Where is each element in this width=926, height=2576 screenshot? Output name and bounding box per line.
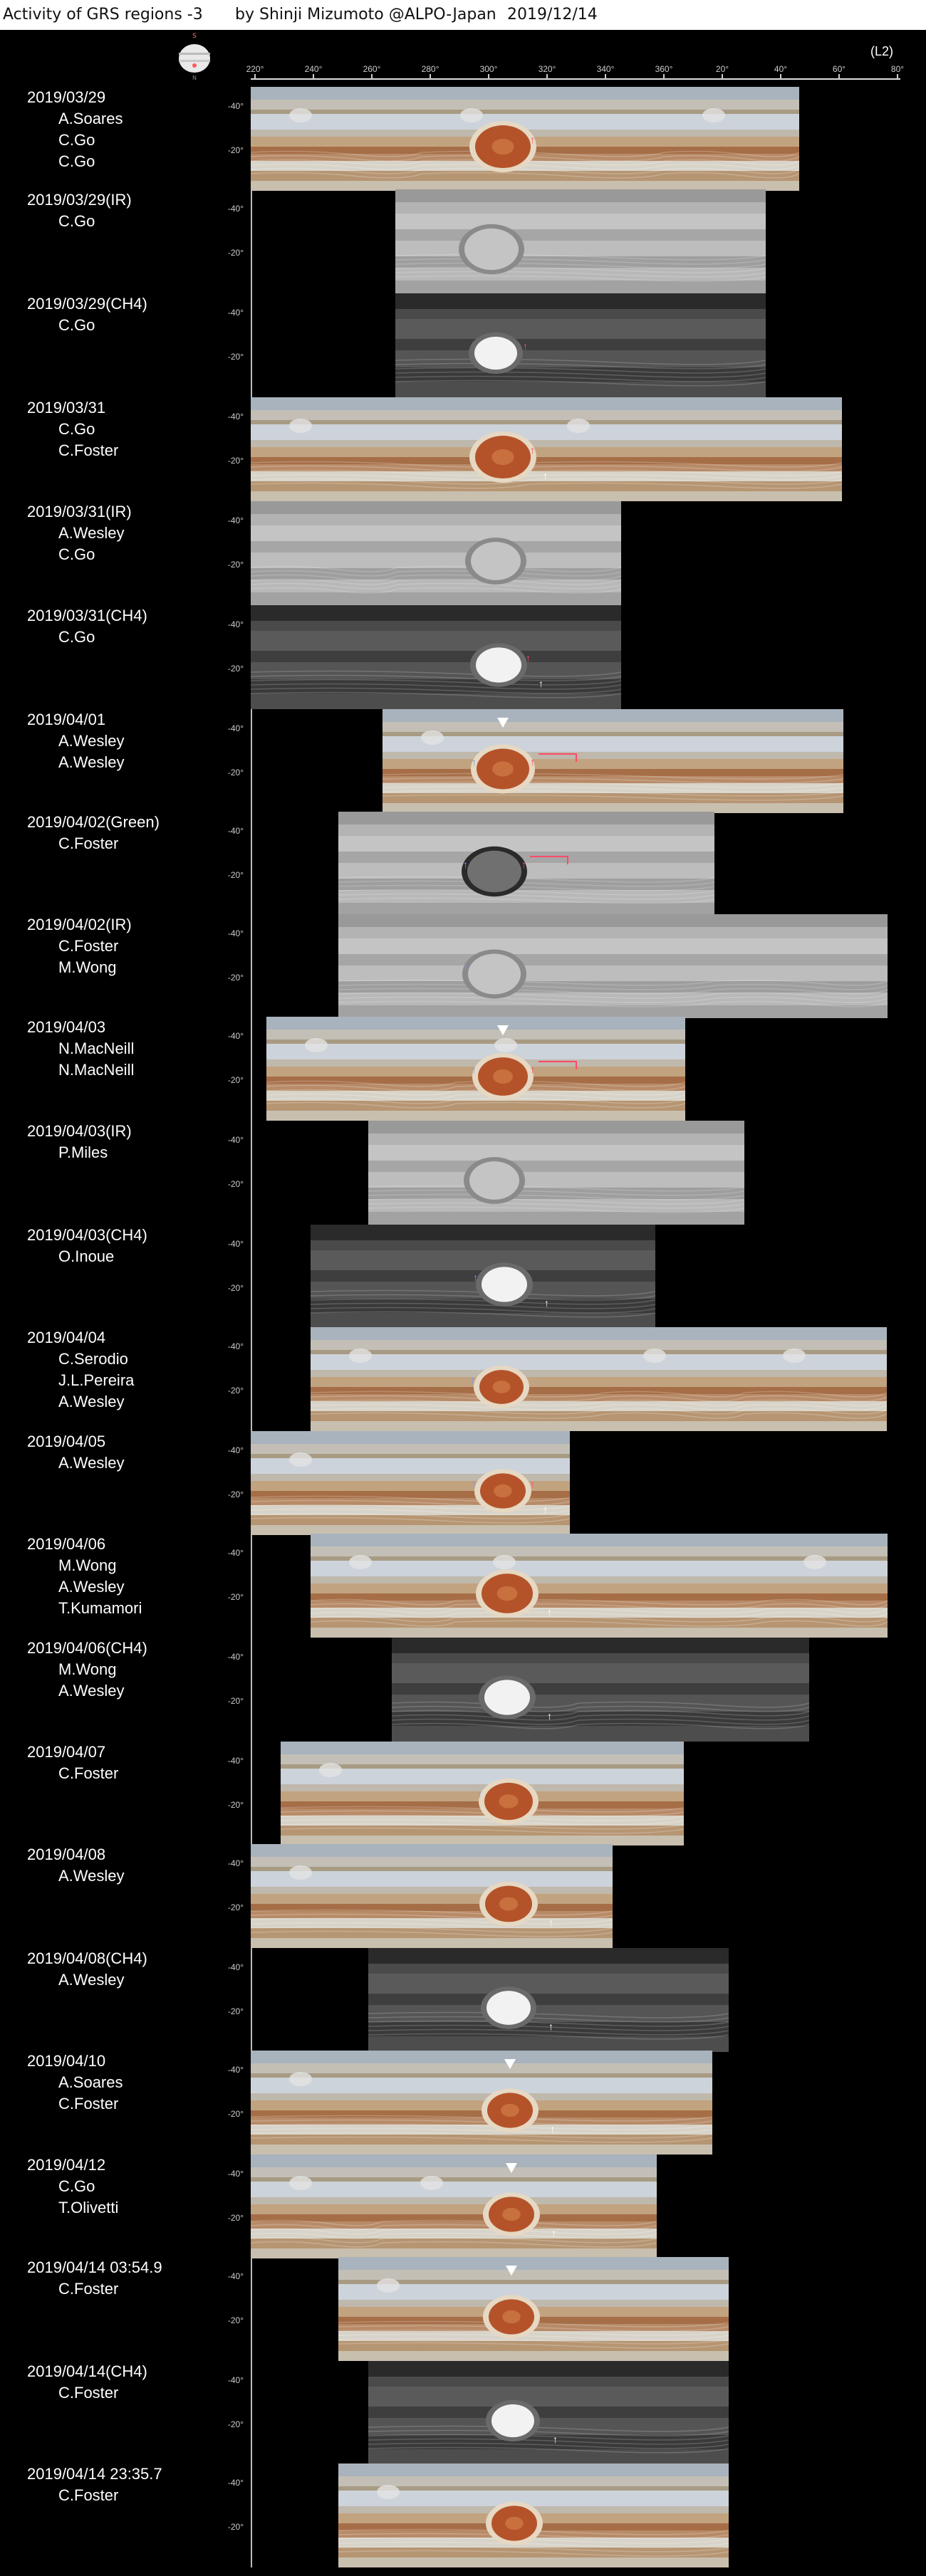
axis-line bbox=[251, 78, 900, 80]
observation-label bbox=[27, 1327, 134, 1413]
observer-name: M.Wong bbox=[58, 958, 117, 976]
jupiter-image-strip bbox=[338, 914, 714, 1018]
latitude-label: -40° bbox=[227, 2375, 244, 2385]
observation-row bbox=[0, 709, 926, 815]
longitude-tick-label: 60° bbox=[832, 64, 846, 74]
observation-date: 2019/03/29 bbox=[27, 88, 106, 106]
latitude-axis-line bbox=[251, 812, 252, 916]
observer-name: C.Foster bbox=[58, 1764, 119, 1782]
jupiter-image-strip bbox=[395, 189, 766, 293]
latitude-label: -20° bbox=[227, 870, 244, 880]
observation-label bbox=[27, 812, 160, 854]
observation-label bbox=[27, 1017, 134, 1081]
author-credit: by Shinji Mizumoto @ALPO-Japan bbox=[235, 6, 496, 23]
blue-arrow-marker-icon: ↑ bbox=[477, 1789, 482, 1800]
observer-name: T.Kumamori bbox=[58, 1599, 142, 1617]
observer-name: C.Foster bbox=[58, 937, 119, 955]
longitude-tick bbox=[663, 74, 665, 79]
position-marker-triangle bbox=[504, 2059, 516, 2069]
observation-date: 2019/04/10 bbox=[27, 2052, 106, 2070]
observation-label bbox=[27, 2051, 123, 2115]
observer-name: O.Inoue bbox=[58, 1247, 115, 1265]
observer-name: A.Wesley bbox=[58, 732, 125, 750]
observation-date: 2019/03/29(IR) bbox=[27, 191, 132, 209]
jupiter-image-strip bbox=[251, 2154, 382, 2258]
latitude-axis-line bbox=[251, 2257, 252, 2361]
jupiter-image-strip bbox=[422, 87, 664, 191]
jupiter-image-strip bbox=[578, 1638, 809, 1742]
observation-row bbox=[0, 501, 926, 607]
jupiter-image-strip bbox=[392, 1638, 578, 1742]
latitude-label: -40° bbox=[227, 1962, 244, 1972]
observation-date: 2019/04/03 bbox=[27, 1018, 106, 1036]
latitude-axis-line bbox=[251, 1225, 252, 1329]
observer-name: C.Foster bbox=[58, 834, 119, 852]
latitude-label: -40° bbox=[227, 1445, 244, 1455]
latitude-axis-line bbox=[251, 2464, 252, 2567]
jupiter-orientation-icon bbox=[170, 31, 219, 81]
observation-row bbox=[0, 397, 926, 503]
latitude-label: -20° bbox=[227, 1386, 244, 1396]
observer-name: C.Foster bbox=[58, 2095, 119, 2112]
observation-date: 2019/03/29(CH4) bbox=[27, 295, 147, 313]
observation-label bbox=[27, 397, 118, 461]
observation-date: 2019/04/07 bbox=[27, 1743, 106, 1761]
latitude-label: -40° bbox=[227, 101, 244, 111]
red-arrow-marker-icon: ↑ bbox=[523, 340, 528, 352]
observation-label bbox=[27, 1638, 147, 1702]
latitude-label: -40° bbox=[227, 2271, 244, 2281]
latitude-label: -20° bbox=[227, 1800, 244, 1810]
latitude-label: -20° bbox=[227, 2522, 244, 2532]
latitude-label: -40° bbox=[227, 723, 244, 733]
observation-date: 2019/04/02(Green) bbox=[27, 813, 160, 831]
observation-label bbox=[27, 2464, 162, 2506]
observation-label bbox=[27, 914, 132, 978]
observation-label bbox=[27, 501, 132, 565]
latitude-axis-line bbox=[251, 709, 252, 813]
observation-row bbox=[0, 605, 926, 711]
latitude-label: -40° bbox=[227, 1652, 244, 1662]
latitude-axis-line bbox=[251, 2361, 252, 2465]
observation-row bbox=[0, 1534, 926, 1639]
latitude-label: -20° bbox=[227, 560, 244, 570]
observation-label bbox=[27, 2257, 162, 2300]
observation-row bbox=[0, 914, 926, 1020]
latitude-label: -40° bbox=[227, 308, 244, 318]
red-arrow-marker-icon: ↑ bbox=[521, 859, 526, 870]
observation-row bbox=[0, 1742, 926, 1847]
observation-label bbox=[27, 2361, 147, 2404]
latitude-label: -20° bbox=[227, 2213, 244, 2223]
observer-name: T.Olivetti bbox=[58, 2199, 119, 2216]
observer-name: C.Foster bbox=[58, 2280, 119, 2298]
latitude-label: -20° bbox=[227, 1489, 244, 1499]
observer-name: C.Go bbox=[58, 131, 95, 149]
latitude-label: -20° bbox=[227, 2109, 244, 2119]
longitude-tick-label: 220° bbox=[246, 64, 264, 74]
white-arrow-marker-icon: ↑ bbox=[547, 1710, 552, 1722]
observation-date: 2019/04/14 03:54.9 bbox=[27, 2258, 162, 2276]
observation-label bbox=[27, 1844, 125, 1887]
longitude-tick-label: 260° bbox=[363, 64, 381, 74]
jupiter-image-strip bbox=[383, 709, 843, 813]
jupiter-image-strip bbox=[251, 397, 529, 501]
jupiter-image-strip bbox=[605, 1327, 744, 1431]
jupiter-image-strip bbox=[397, 501, 621, 605]
page-title: Activity of GRS regions -3 bbox=[3, 6, 203, 23]
jupiter-image-strip bbox=[338, 2464, 729, 2567]
longitude-tick bbox=[546, 74, 548, 79]
longitude-tick-label: 280° bbox=[421, 64, 439, 74]
latitude-label: -40° bbox=[227, 2478, 244, 2488]
observation-date: 2019/04/08 bbox=[27, 1845, 106, 1863]
longitude-tick bbox=[838, 74, 840, 79]
observation-date: 2019/04/08(CH4) bbox=[27, 1949, 147, 1967]
observer-name: A.Wesley bbox=[58, 1867, 125, 1885]
observation-date: 2019/04/14 23:35.7 bbox=[27, 2465, 162, 2483]
red-arrow-marker-icon: ↑ bbox=[530, 1064, 535, 1075]
longitude-tick bbox=[313, 74, 314, 79]
observer-name: C.Go bbox=[58, 2177, 95, 2195]
white-arrow-marker-icon: ↑ bbox=[539, 678, 543, 689]
observation-label bbox=[27, 1534, 142, 1619]
observation-label bbox=[27, 2154, 118, 2219]
observation-row bbox=[0, 189, 926, 295]
extent-bracket-marker bbox=[530, 856, 568, 864]
extent-bracket-marker bbox=[539, 1061, 577, 1069]
jupiter-image-strip bbox=[311, 1327, 605, 1431]
longitude-tick-label: 40° bbox=[774, 64, 788, 74]
jupiter-image-strip bbox=[338, 2257, 729, 2361]
white-arrow-marker-icon: ↑ bbox=[548, 2021, 553, 2032]
white-arrow-marker-icon: ↑ bbox=[550, 2123, 555, 2135]
observation-date: 2019/04/03(IR) bbox=[27, 1122, 132, 1140]
observation-label bbox=[27, 87, 123, 172]
observation-row bbox=[0, 2154, 926, 2260]
latitude-label: -40° bbox=[227, 619, 244, 629]
longitude-tick bbox=[605, 74, 606, 79]
jupiter-image-strip bbox=[368, 1121, 744, 1225]
latitude-label: -40° bbox=[227, 204, 244, 214]
jupiter-image-strip bbox=[251, 501, 397, 605]
latitude-label: -20° bbox=[227, 2419, 244, 2429]
observation-row bbox=[0, 1638, 926, 1743]
latitude-axis-line bbox=[251, 1017, 252, 1121]
observer-name: A.Soares bbox=[58, 110, 123, 127]
red-arrow-marker-icon: ↑ bbox=[530, 134, 535, 145]
observation-row bbox=[0, 1121, 926, 1226]
latitude-label: -40° bbox=[227, 515, 244, 525]
jupiter-image-strip bbox=[251, 1844, 613, 1948]
latitude-label: -20° bbox=[227, 1902, 244, 1912]
observation-row bbox=[0, 2361, 926, 2466]
observation-date: 2019/04/06 bbox=[27, 1535, 106, 1553]
latitude-label: -40° bbox=[227, 928, 244, 938]
latitude-label: -40° bbox=[227, 1341, 244, 1351]
observer-name: A.Wesley bbox=[58, 1578, 125, 1596]
red-arrow-marker-icon: ↑ bbox=[530, 756, 535, 768]
jupiter-image-strip bbox=[251, 605, 621, 709]
publication-date: 2019/12/14 bbox=[507, 6, 598, 23]
observer-name: A.Wesley bbox=[58, 1971, 125, 1989]
latitude-label: -40° bbox=[227, 1548, 244, 1558]
latitude-label: -20° bbox=[227, 248, 244, 258]
white-arrow-marker-icon: ↑ bbox=[553, 2434, 558, 2445]
jupiter-image-strip bbox=[311, 1534, 454, 1638]
longitude-tick-label: 360° bbox=[655, 64, 673, 74]
latitude-axis-line bbox=[251, 1327, 252, 1431]
observation-label bbox=[27, 189, 132, 232]
jupiter-image-strip bbox=[311, 1225, 655, 1329]
latitude-label: -40° bbox=[227, 412, 244, 422]
latitude-label: -40° bbox=[227, 1858, 244, 1868]
observation-date: 2019/04/02(IR) bbox=[27, 916, 132, 933]
jupiter-image-strip bbox=[765, 1534, 888, 1638]
observer-name: M.Wong bbox=[58, 1660, 117, 1678]
longitude-tick-label: 340° bbox=[596, 64, 615, 74]
latitude-axis-line bbox=[251, 189, 252, 293]
jupiter-image-strip bbox=[368, 1948, 729, 2052]
header bbox=[0, 0, 926, 30]
observation-label bbox=[27, 709, 125, 773]
observer-name: C.Go bbox=[58, 316, 95, 334]
latitude-label: -20° bbox=[227, 1283, 244, 1293]
observation-date: 2019/04/01 bbox=[27, 711, 106, 728]
observation-date: 2019/03/31 bbox=[27, 399, 106, 417]
observer-name: N.MacNeill bbox=[58, 1061, 135, 1079]
observer-name: M.Wong bbox=[58, 1556, 117, 1574]
blue-arrow-marker-icon: ↑ bbox=[472, 756, 477, 768]
observation-label bbox=[27, 293, 147, 336]
svg-text:S: S bbox=[192, 33, 197, 40]
latitude-label: -20° bbox=[227, 456, 244, 466]
observer-name: A.Wesley bbox=[58, 1454, 125, 1472]
observation-date: 2019/04/05 bbox=[27, 1433, 106, 1450]
observer-name: C.Go bbox=[58, 152, 95, 170]
jupiter-image-strip bbox=[714, 914, 888, 1018]
longitude-tick-label: 300° bbox=[479, 64, 498, 74]
jupiter-image-strip bbox=[338, 812, 714, 916]
observer-name: C.Foster bbox=[58, 441, 119, 459]
blue-arrow-marker-icon: ↑ bbox=[472, 1064, 477, 1075]
jupiter-image-strip bbox=[529, 397, 842, 501]
observation-row bbox=[0, 1017, 926, 1122]
latitude-label: -40° bbox=[227, 2065, 244, 2075]
observation-label bbox=[27, 1948, 147, 1991]
jupiter-image-strip bbox=[281, 1742, 684, 1845]
observation-row bbox=[0, 1948, 926, 2053]
observation-label bbox=[27, 1225, 147, 1267]
red-arrow-marker-icon: ↑ bbox=[530, 1478, 535, 1489]
jupiter-image-strip bbox=[382, 2154, 657, 2258]
observer-name: A.Wesley bbox=[58, 524, 125, 542]
blue-arrow-marker-icon: ↑ bbox=[463, 961, 468, 973]
latitude-label: -20° bbox=[227, 1696, 244, 1706]
red-arrow-marker-icon: ↑ bbox=[526, 652, 531, 664]
position-marker-triangle bbox=[497, 1025, 509, 1035]
observer-name: A.Wesley bbox=[58, 1682, 125, 1700]
latitude-label: -20° bbox=[227, 664, 244, 674]
observation-row bbox=[0, 1225, 926, 1330]
longitude-tick-label: 320° bbox=[538, 64, 556, 74]
observation-label bbox=[27, 1431, 125, 1474]
blue-arrow-marker-icon: ↑ bbox=[473, 1272, 478, 1283]
latitude-axis-line bbox=[251, 293, 252, 397]
observer-name: C.Go bbox=[58, 628, 95, 646]
observation-row bbox=[0, 1327, 926, 1433]
latitude-label: -40° bbox=[227, 2169, 244, 2179]
jupiter-image-strip bbox=[454, 1534, 765, 1638]
observation-row bbox=[0, 1844, 926, 1949]
observation-row bbox=[0, 812, 926, 917]
red-arrow-marker-icon: ↑ bbox=[530, 444, 535, 456]
latitude-label: -20° bbox=[227, 1075, 244, 1085]
latitude-axis-line bbox=[251, 1534, 252, 1638]
latitude-axis-line bbox=[251, 1742, 252, 1845]
observation-row bbox=[0, 1431, 926, 1536]
blue-arrow-marker-icon: ↑ bbox=[470, 1374, 475, 1386]
observer-name: C.Go bbox=[58, 212, 95, 230]
observation-label bbox=[27, 1121, 132, 1163]
observation-row bbox=[0, 87, 926, 192]
observation-date: 2019/04/06(CH4) bbox=[27, 1639, 147, 1657]
latitude-axis-line bbox=[251, 914, 252, 1018]
white-arrow-marker-icon: ↑ bbox=[543, 470, 548, 481]
latitude-axis-line bbox=[251, 1948, 252, 2052]
observer-name: C.Serodio bbox=[58, 1350, 128, 1368]
jupiter-image-strip bbox=[395, 293, 766, 397]
latitude-label: -40° bbox=[227, 1756, 244, 1766]
longitude-tick bbox=[780, 74, 781, 79]
blue-arrow-marker-icon: ↑ bbox=[463, 859, 468, 870]
position-marker-triangle bbox=[506, 2266, 517, 2276]
observer-name: A.Wesley bbox=[58, 1393, 125, 1410]
latitude-label: -20° bbox=[227, 145, 244, 155]
observation-date: 2019/03/31(IR) bbox=[27, 503, 132, 520]
latitude-label: -40° bbox=[227, 1135, 244, 1145]
latitude-label: -20° bbox=[227, 973, 244, 983]
svg-text:N: N bbox=[192, 75, 197, 81]
latitude-label: -20° bbox=[227, 2006, 244, 2016]
latitude-label: -20° bbox=[227, 768, 244, 777]
blue-arrow-marker-icon: ↑ bbox=[472, 1478, 477, 1489]
observation-label bbox=[27, 1742, 118, 1784]
latitude-label: -40° bbox=[227, 826, 244, 836]
observer-name: N.MacNeill bbox=[58, 1040, 135, 1057]
jupiter-image-strip bbox=[368, 2361, 729, 2465]
white-arrow-marker-icon: ↑ bbox=[551, 2227, 556, 2239]
observation-row bbox=[0, 2051, 926, 2156]
observation-date: 2019/04/14(CH4) bbox=[27, 2362, 147, 2380]
latitude-label: -20° bbox=[227, 2315, 244, 2325]
latitude-label: -20° bbox=[227, 352, 244, 362]
observation-label bbox=[27, 605, 147, 648]
observer-name: C.Go bbox=[58, 420, 95, 438]
extent-bracket-marker bbox=[539, 753, 577, 762]
longitude-tick bbox=[722, 74, 723, 79]
jupiter-image-strip bbox=[251, 2051, 712, 2154]
jupiter-image-strip bbox=[266, 1017, 456, 1121]
observer-name: A.Wesley bbox=[58, 753, 125, 771]
longitude-tick-label: 20° bbox=[715, 64, 729, 74]
observer-name: C.Go bbox=[58, 545, 95, 563]
longitude-tick bbox=[371, 74, 373, 79]
observation-row bbox=[0, 2464, 926, 2569]
latitude-label: -40° bbox=[227, 1031, 244, 1041]
white-arrow-marker-icon: ↑ bbox=[547, 1606, 552, 1618]
observer-name: C.Foster bbox=[58, 2384, 119, 2402]
observation-row bbox=[0, 293, 926, 399]
latitude-axis-line bbox=[251, 1121, 252, 1225]
jupiter-image-strip bbox=[744, 1327, 887, 1431]
longitude-tick-label: 80° bbox=[890, 64, 905, 74]
longitude-axis bbox=[246, 63, 905, 80]
observation-date: 2019/03/31(CH4) bbox=[27, 607, 147, 624]
position-marker-triangle bbox=[506, 2163, 517, 2173]
longitude-tick bbox=[488, 74, 489, 79]
observation-date: 2019/04/04 bbox=[27, 1329, 106, 1346]
white-arrow-marker-icon: ↑ bbox=[544, 1297, 549, 1309]
observation-date: 2019/04/03(CH4) bbox=[27, 1226, 147, 1244]
latitude-label: -20° bbox=[227, 1592, 244, 1602]
jupiter-image-strip bbox=[251, 1431, 570, 1535]
position-marker-triangle bbox=[497, 718, 509, 728]
longitude-tick-label: 240° bbox=[304, 64, 323, 74]
latitude-axis-line bbox=[251, 1638, 252, 1742]
white-arrow-marker-icon: ↑ bbox=[548, 1917, 553, 1928]
observer-name: A.Soares bbox=[58, 2073, 123, 2091]
observation-date: 2019/04/12 bbox=[27, 2156, 106, 2174]
observer-name: C.Foster bbox=[58, 2486, 119, 2504]
latitude-label: -40° bbox=[227, 1239, 244, 1249]
longitude-tick bbox=[254, 74, 256, 79]
observer-name: J.L.Pereira bbox=[58, 1371, 135, 1389]
longitude-tick bbox=[430, 74, 431, 79]
longitude-tick bbox=[897, 74, 898, 79]
system-ii-label: (L2) bbox=[870, 44, 894, 58]
jupiter-image-strip bbox=[664, 87, 799, 191]
observer-name: P.Miles bbox=[58, 1143, 108, 1161]
observation-row bbox=[0, 2257, 926, 2362]
latitude-label: -20° bbox=[227, 1179, 244, 1189]
white-arrow-marker-icon: ↑ bbox=[543, 1504, 548, 1515]
jupiter-image-strip bbox=[251, 87, 422, 191]
